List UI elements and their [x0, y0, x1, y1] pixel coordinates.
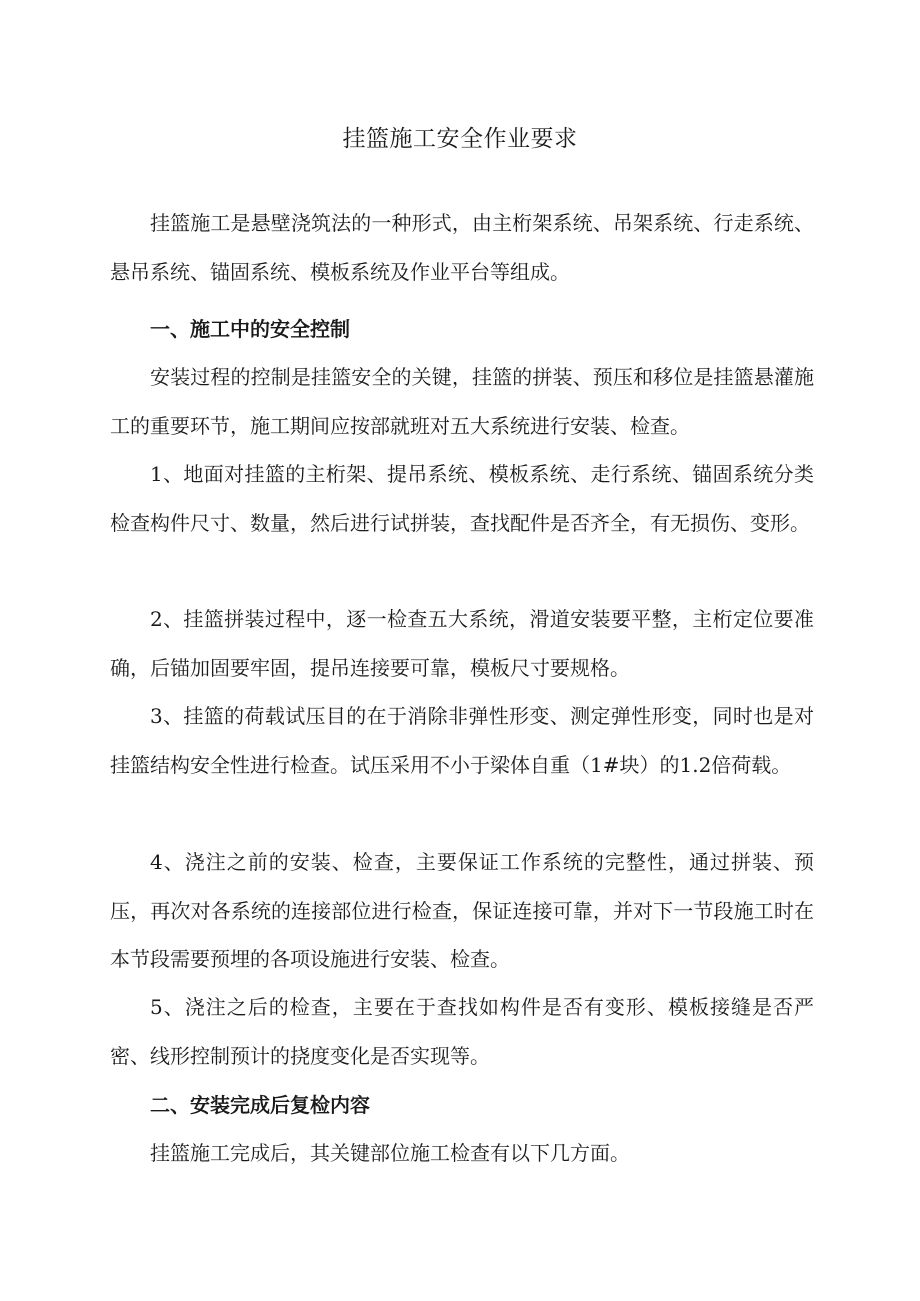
document-title: 挂篮施工安全作业要求 [342, 126, 578, 152]
section1-item-5: 5、浇注之后的检查，主要在于查找如构件是否有变形、模板接缝是否严密、线形控制预计的挠度变化是否实现等。 [110, 995, 814, 1068]
section1-item-3: 3、挂篮的荷载试压目的在于消除非弹性形变、测定弹性形变，同时也是对挂篮结构安全性进行检查。试压采用不小于梁体自重（1#块）的1.2倍荷载。 [110, 704, 814, 777]
section1-intro-paragraph: 安装过程的控制是挂篮安全的关键，挂篮的拼装、预压和移位是挂篮悬灌施工的重要环节，施工期间应按部就班对五大系统进行安装、检查。 [110, 365, 814, 438]
section1-item-1: 1、地面对挂篮的主桁架、提吊系统、模板系统、走行系统、锚固系统分类检查构件尺寸、数量，然后进行试拼装，查找配件是否齐全，有无损伤、变形。 [110, 462, 814, 535]
section2-intro-paragraph: 挂篮施工完成后，其关键部位施工检查有以下几方面。 [150, 1141, 630, 1165]
section1-item-4: 4、浇注之前的安装、检查，主要保证工作系统的完整性，通过拼装、预压，再次对各系统的连接部位进行检查，保证连接可靠，并对下一节段施工时在本节段需要预埋的各项设施进行安装、检查。 [110, 850, 814, 971]
intro-paragraph: 挂篮施工是悬壁浇筑法的一种形式，由主桁架系统、吊架系统、行走系统、悬吊系统、锚固系统、模板系统及作业平台等组成。 [110, 211, 814, 284]
section-heading-2: 二、安装完成后复检内容 [150, 1093, 370, 1117]
section-heading-1: 一、施工中的安全控制 [150, 317, 350, 341]
section1-item-2: 2、挂篮拼装过程中，逐一检查五大系统，滑道安装要平整，主桁定位要准确，后锚加固要牢固，提吊连接要可靠，模板尺寸要规格。 [110, 607, 814, 680]
